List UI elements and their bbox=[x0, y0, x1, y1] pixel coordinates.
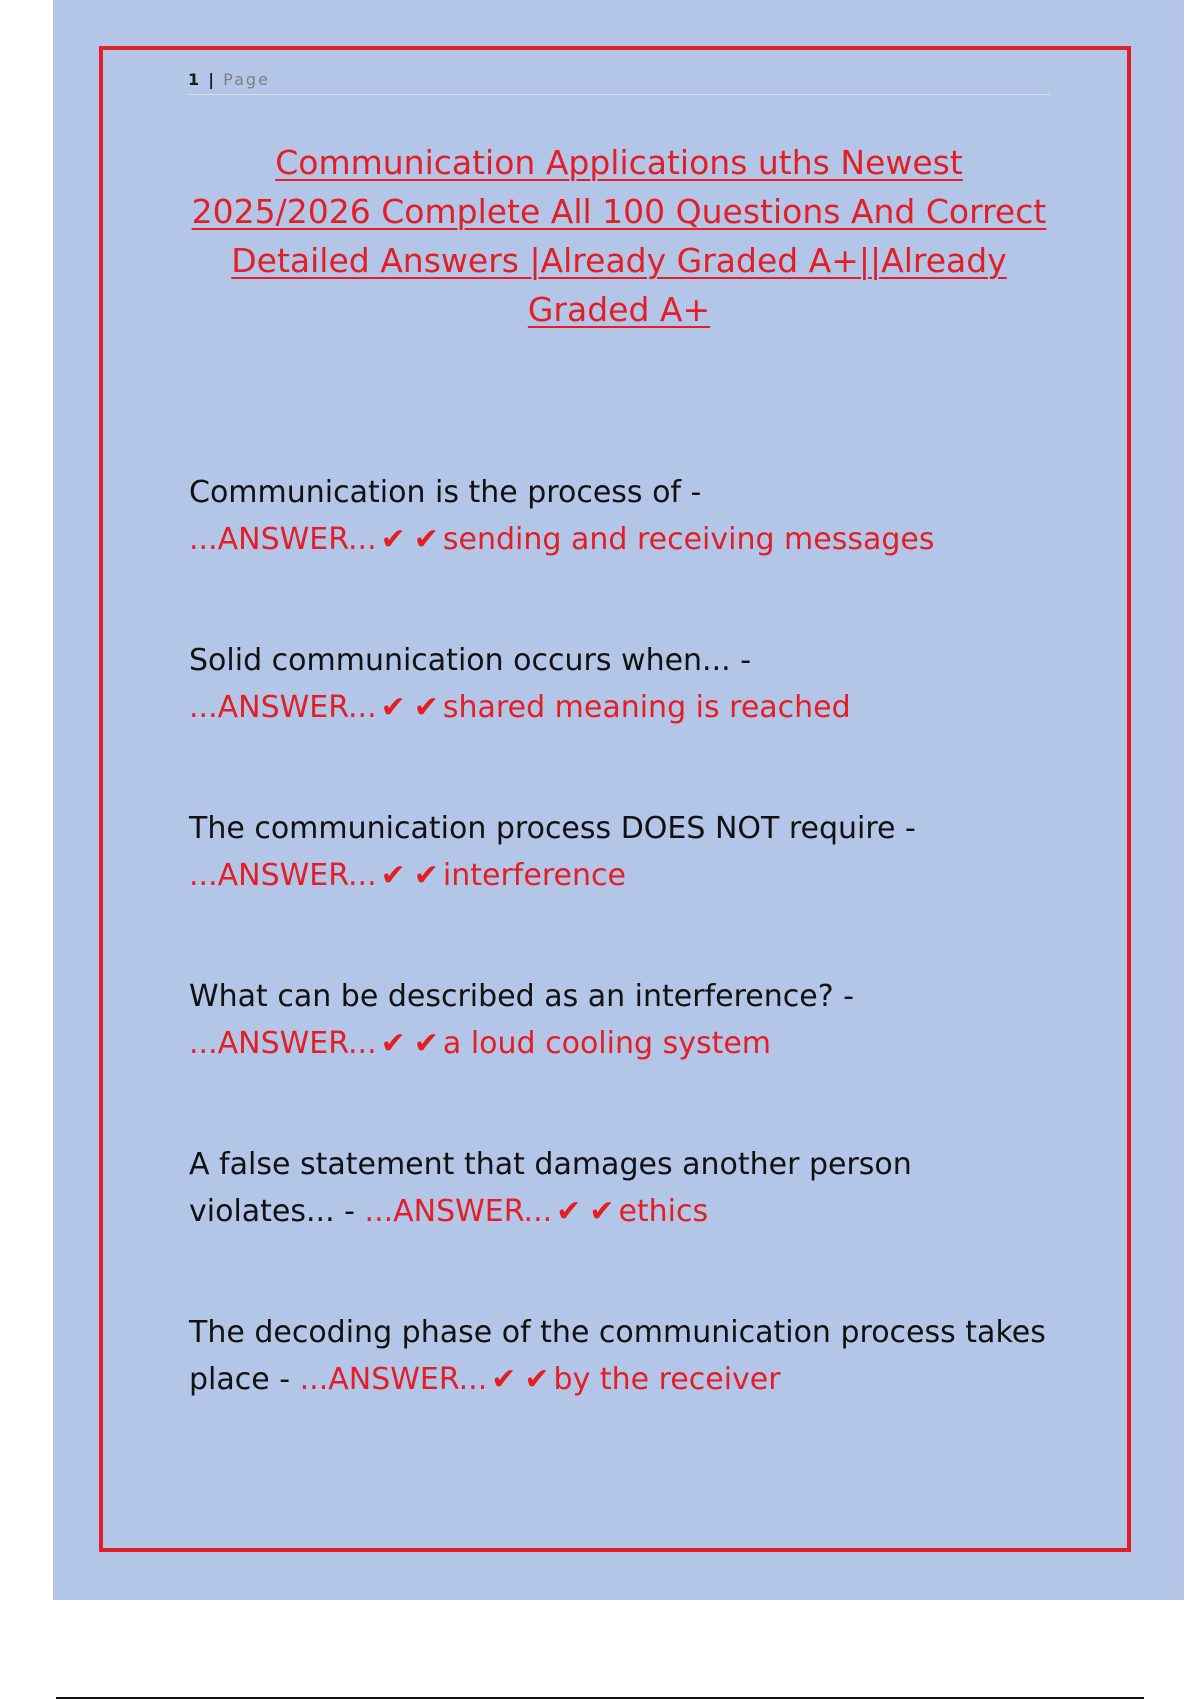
document-title: Communication Applications uths Newest 2025/2026 Complete All 100 Questions And Correct Detailed Answers |Already Graded A+||Already Graded A+ bbox=[191, 143, 1047, 329]
footer-divider bbox=[56, 1697, 1144, 1699]
check-icon: ✔ bbox=[380, 858, 406, 893]
answer-marker: ...ANSWER... bbox=[189, 690, 377, 725]
answer-marker: ...ANSWER... bbox=[299, 1362, 488, 1397]
check-icon: ✔ bbox=[589, 1194, 615, 1229]
question-text: A false statement that damages another person violates... - bbox=[189, 1147, 912, 1229]
answer-text: sending and receiving messages bbox=[442, 522, 935, 557]
check-icon: ✔ bbox=[413, 858, 439, 893]
answer-marker: ...ANSWER... bbox=[189, 1026, 377, 1061]
answer-marker: ...ANSWER... bbox=[364, 1194, 553, 1229]
question-text: What can be described as an interference? - bbox=[189, 979, 854, 1014]
question-text: Communication is the process of - bbox=[189, 475, 702, 510]
check-icon: ✔ bbox=[413, 1026, 439, 1061]
check-icon: ✔ bbox=[413, 522, 439, 557]
check-icon: ✔ bbox=[556, 1194, 582, 1229]
check-icon: ✔ bbox=[524, 1362, 550, 1397]
answer-text: a loud cooling system bbox=[442, 1026, 772, 1061]
answer-marker: ...ANSWER... bbox=[189, 522, 377, 557]
qa-item-6 bbox=[189, 1309, 1049, 1403]
page-header bbox=[188, 68, 1050, 95]
answer-text: ethics bbox=[618, 1194, 709, 1229]
check-icon: ✔ bbox=[491, 1362, 517, 1397]
qa-item-2 bbox=[189, 637, 1049, 731]
check-icon: ✔ bbox=[413, 690, 439, 725]
qa-item-1 bbox=[189, 469, 1049, 563]
page-separator: | bbox=[208, 70, 217, 89]
question-text: The decoding phase of the communication process takes place - bbox=[189, 1315, 1046, 1397]
question-text: Solid communication occurs when... - bbox=[189, 643, 752, 678]
answer-text: by the receiver bbox=[553, 1362, 781, 1397]
page-number: 1 bbox=[188, 70, 202, 89]
check-icon: ✔ bbox=[380, 690, 406, 725]
answer-marker: ...ANSWER... bbox=[189, 858, 377, 893]
answer-text: interference bbox=[442, 858, 626, 893]
qa-item-5 bbox=[189, 1141, 1049, 1235]
check-icon: ✔ bbox=[380, 1026, 406, 1061]
question-text: The communication process DOES NOT require - bbox=[189, 811, 916, 846]
qa-item-4 bbox=[189, 973, 1049, 1067]
page-word: Page bbox=[223, 70, 270, 89]
qa-item-3 bbox=[189, 805, 1049, 899]
check-icon: ✔ bbox=[380, 522, 406, 557]
answer-text: shared meaning is reached bbox=[442, 690, 851, 725]
